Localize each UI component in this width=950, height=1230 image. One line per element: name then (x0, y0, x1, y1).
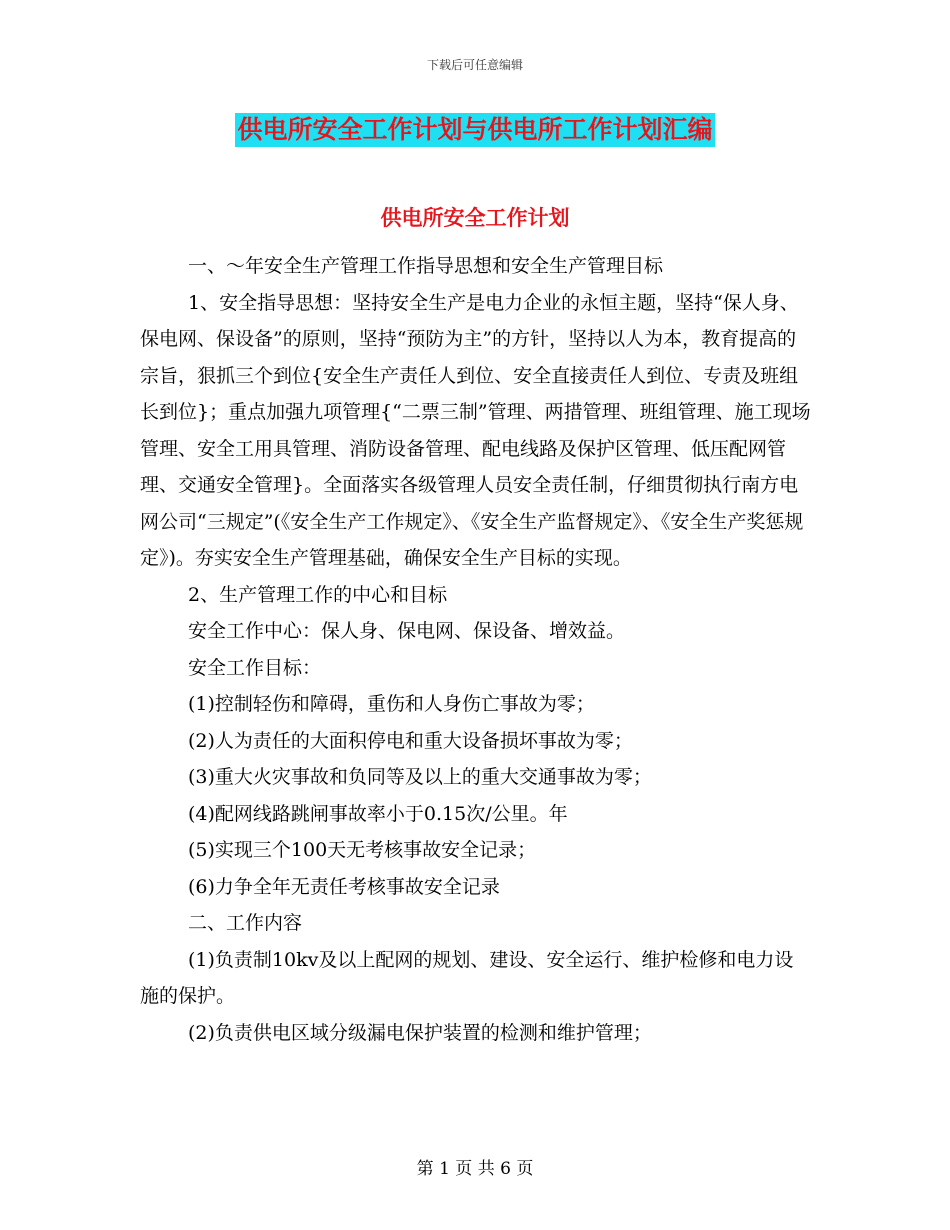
list-item: (6)力争全年无责任考核事故安全记录 (188, 875, 500, 898)
header-note: 下载后可任意编辑 (426, 58, 523, 72)
main-title-wrap (0, 113, 950, 147)
paragraph: 二、工作内容 (188, 912, 303, 934)
list-item: (1)负责制10kv及以上配网的规划、建设、安全运行、维护检修和电力设施的保护。 (140, 948, 794, 1007)
paragraph: 1、安全指导思想：坚持安全生产是电力企业的永恒主题，坚持“保人身、保电网、保设备”的原则，坚持“预防为主”的方针，坚持以人为本，教育提高的宗旨，狠抓三个到位{安全生产责任人到位、安全直接责任人到位、专责及班组长到位}；重点加强九项管理{“二票三制”管理、两措管理、班组管理、施工现场管理、安全工用具管理、消防设备管理、配电线路及保护区管理、低压配网管理、交通安全管理}。全面落实各级管理人员安全责任制，仔细贯彻执行南方电网公司“三规定”(《安全生产工作规定》、《安全生产监督规定》、《安全生产奖惩规定》)。夯实安全生产管理基础，确保安全生产目标的实现。 (140, 291, 811, 569)
paragraph: 安全工作目标： (188, 656, 322, 679)
list-item: (2)人为责任的大面积停电和重大设备损坏事故为零； (188, 729, 633, 752)
section-title: 供电所安全工作计划 (380, 205, 570, 230)
paragraph: 2、生产管理工作的中心和目标 (188, 583, 448, 606)
paragraph: 安全工作中心：保人身、保电网、保设备、增效益。 (188, 620, 626, 642)
paragraph: 一、～年安全生产管理工作指导思想和安全生产管理目标 (188, 255, 664, 277)
body-text (140, 248, 812, 1051)
document-title: 供电所安全工作计划与供电所工作计划汇编 (235, 113, 714, 147)
list-item: (4)配网线路跳闸事故率小于0.15次/公里。年 (188, 802, 568, 825)
list-item: (1)控制轻伤和障碍，重伤和人身伤亡事故为零； (188, 693, 595, 715)
page-number: 第 1 页 共 6 页 (416, 1159, 534, 1179)
list-item: (2)负责供电区域分级漏电保护装置的检测和维护管理； (188, 1021, 652, 1044)
list-item: (5)实现三个100天无考核事故安全记录； (188, 839, 537, 861)
list-item: (3)重大火灾事故和负同等及以上的重大交通事故为零； (188, 766, 652, 788)
